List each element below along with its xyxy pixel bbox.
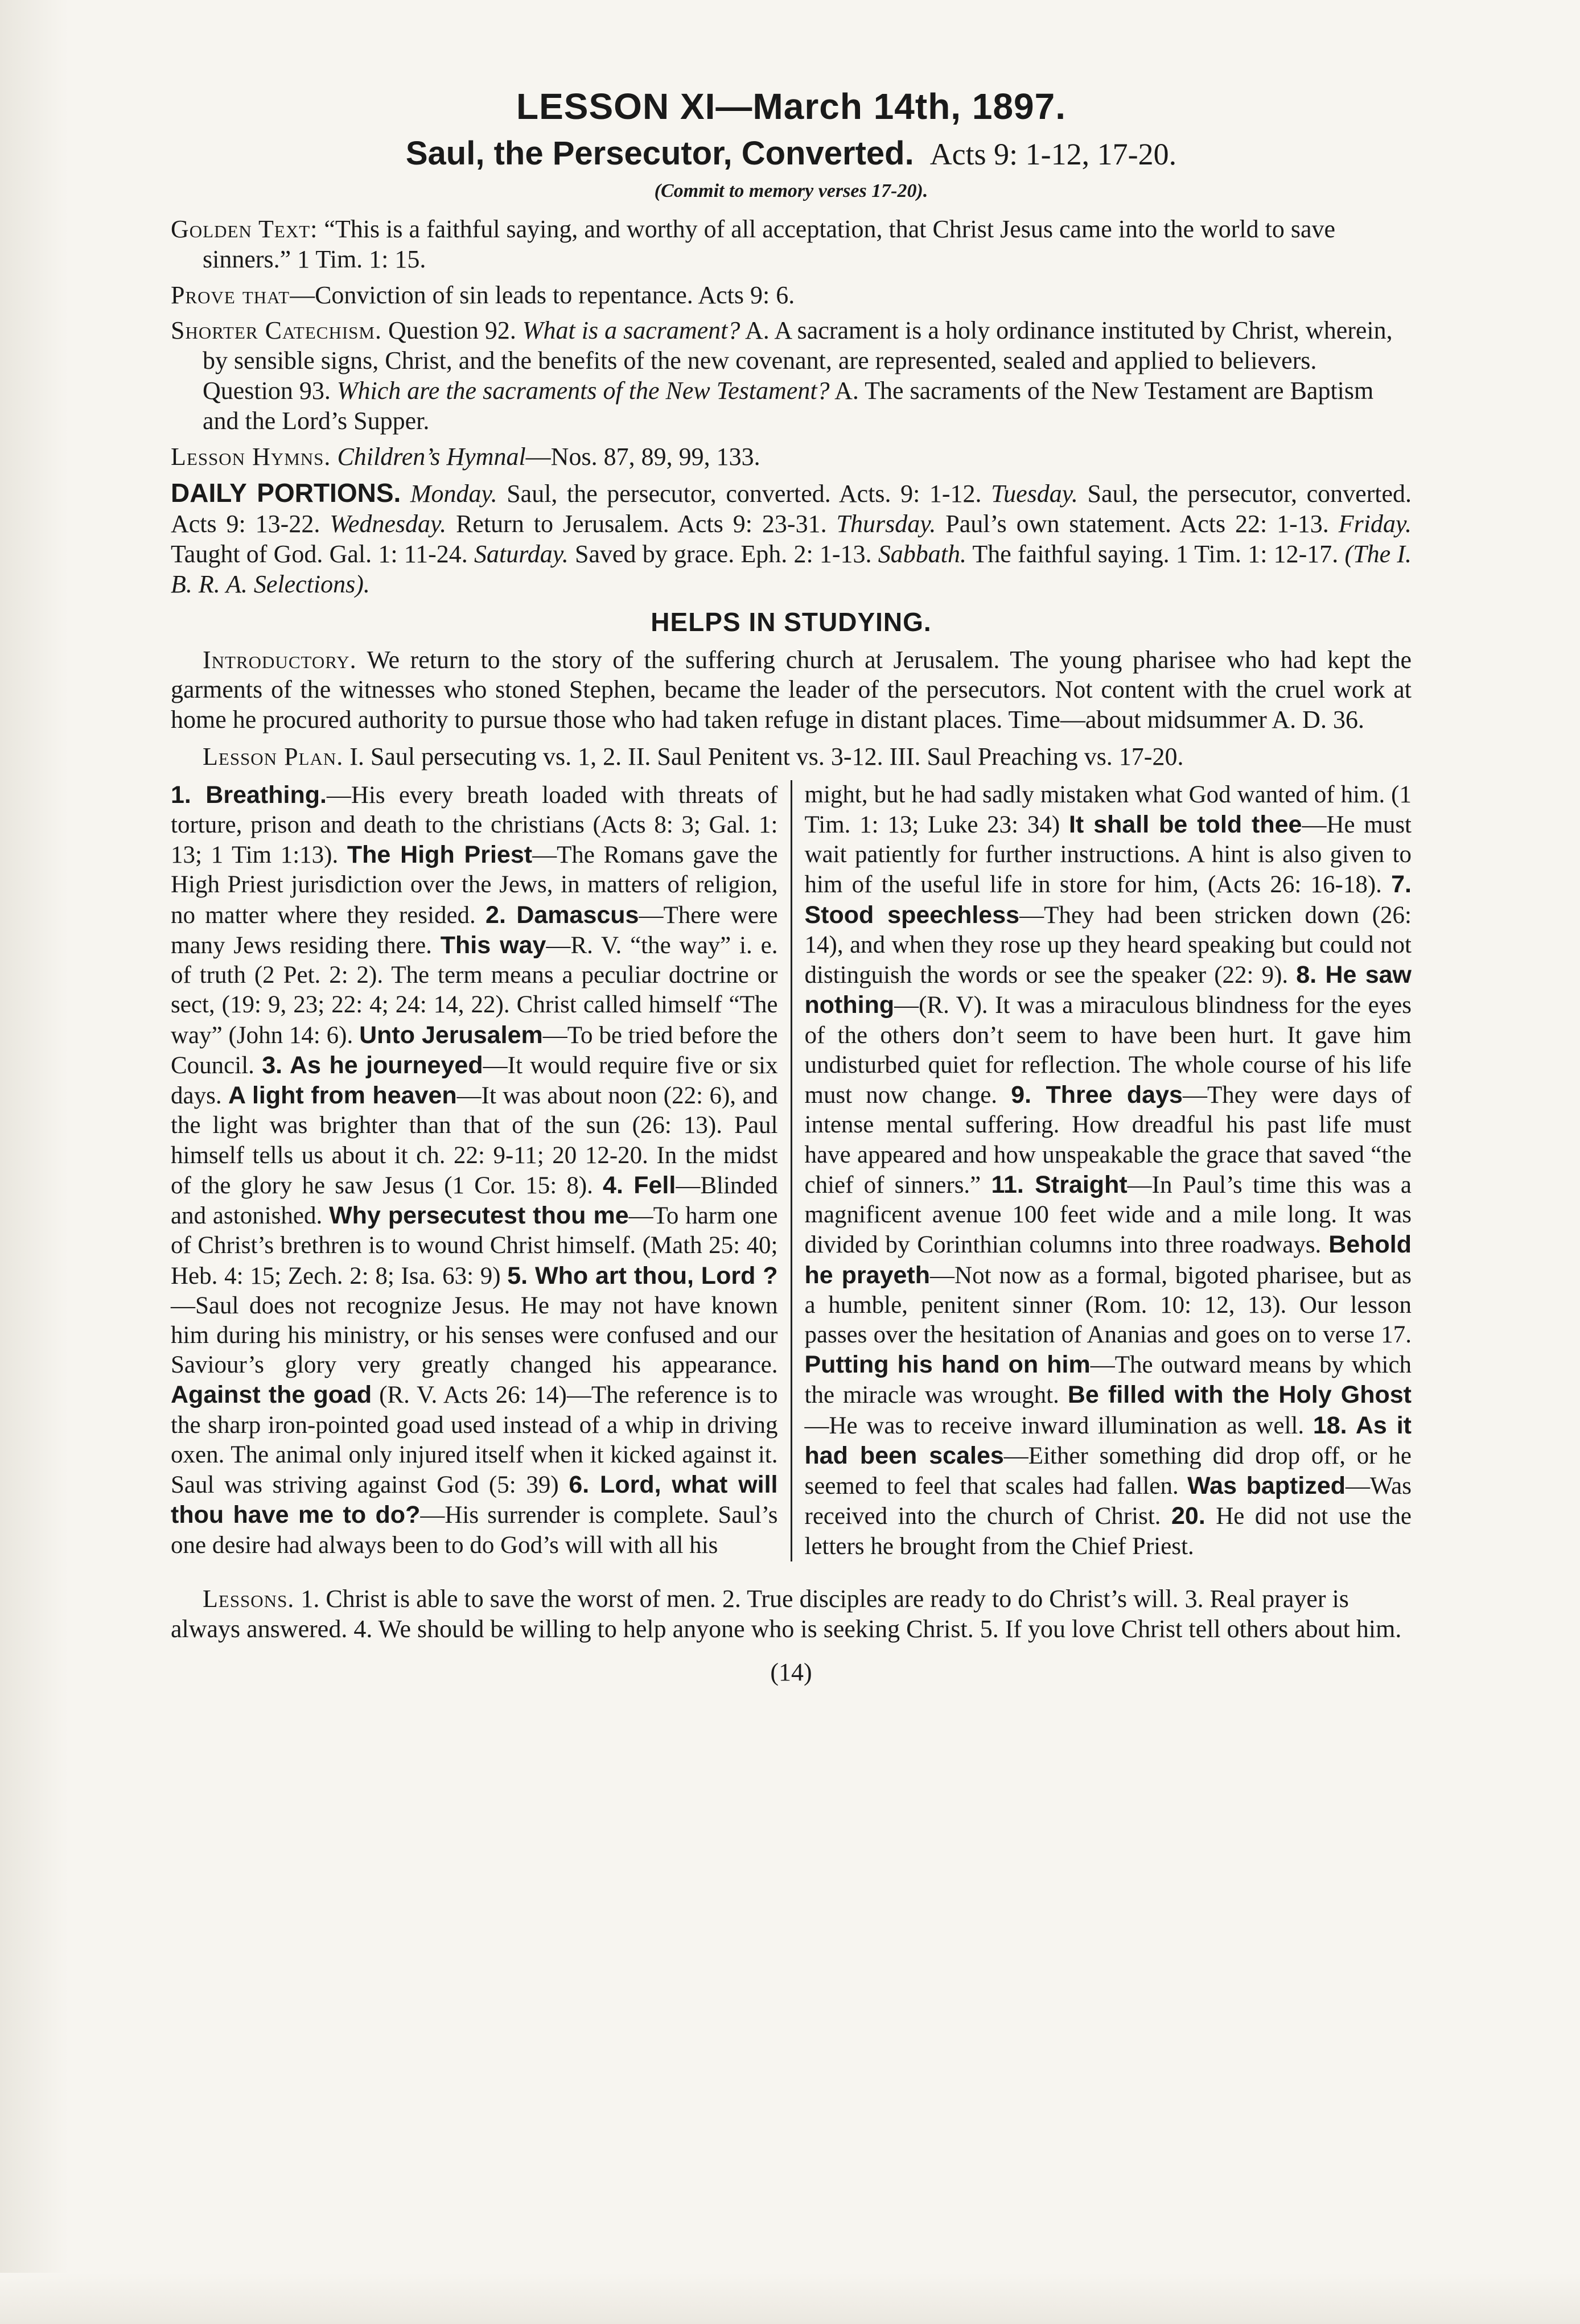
day-thursday: Thursday. (836, 510, 936, 538)
note-text: He did not use the letters he brought from the Chief Priest. (804, 1503, 1412, 1560)
note-text: —The Romans gave the High Priest jurisdiction over the Jews, in matters of religion, no matter where they resided. (171, 842, 778, 929)
note-keyword: 5. Who art thou, Lord ? (507, 1262, 778, 1289)
notes-left-column (171, 780, 792, 1561)
note-keyword: 1. Breathing. (171, 781, 327, 809)
portion-friday: Taught of God. Gal. 1: 11-24. (171, 539, 468, 568)
note-keyword: Against the goad (171, 1381, 372, 1409)
daily-portions (171, 477, 1412, 599)
note-text: —The outward means by which the miracle was wrought. (804, 1351, 1412, 1409)
document-page (171, 74, 1412, 1687)
note-text: might, but he had sadly mistaken what God wanted of him. (1 Tim. 1: 13; Luke 23: 34) (804, 781, 1412, 838)
note-text: —In Paul’s time this was a magnificent avenue 100 feet wide and a mile long. It was divided by Corinthian columns into three roadways. (804, 1171, 1412, 1259)
introductory-label: Introductory. (203, 645, 357, 674)
note-text: —(R. V). It was a miraculous blindness for the eyes of the others don’t seem to have been hurt. It gave him undisturbed quiet for reflection. The whole course of his life must now change. (804, 992, 1412, 1109)
note-keyword: 6. Lord, what will thou have me to do? (171, 1471, 778, 1529)
note-text: —Either something did drop off, or he seemed to feel that scales had fallen. (804, 1442, 1412, 1500)
note-text: (R. V. Acts 26: 14)—The reference is to the sharp iron-pointed goad used instead of a whip in driving oxen. The animal only injured itself when it kicked against it. Saul was striving against God (5: 39) (171, 1382, 778, 1499)
golden-text-label: Golden Text: (171, 215, 318, 243)
note-text: —Was received into the church of Christ. (804, 1473, 1412, 1530)
catechism-text-2: A. A sacrament is a holy ordinance instituted by Christ, wherein, by sensible signs, Christ, and the benefits of the new covenant, are represented, sealed and applied to believers. Question 93. (203, 316, 1393, 405)
note-keyword: 3. As he journeyed (262, 1051, 483, 1079)
note-text: —To be tried before the Council. (171, 1021, 778, 1079)
daily-portions-label: DAILY PORTIONS. (171, 478, 401, 508)
day-friday: Friday. (1338, 510, 1412, 538)
golden-text-body: “This is a faithful saying, and worthy of all acceptation, that Christ Jesus came into the world to save sinners.” 1 Tim. 1: 15. (203, 215, 1336, 273)
day-wednesday: Wednesday. (330, 510, 447, 538)
note-text: —He was to receive inward illumination as well. (804, 1412, 1313, 1439)
note-keyword: A light from heaven (228, 1082, 457, 1110)
note-text: —It was about noon (22: 6), and the light was brighter than that of the sun (26: 13). Paul himself tells us about it ch. 22: 9-11; 20 12-20. In the midst of the glory he saw Jesus (1 Cor. 15: 8). (171, 1082, 778, 1199)
subtitle-row (171, 134, 1412, 172)
note-text: —His surrender is complete. Saul’s one desire had always been to do God’s will with all his (171, 1502, 778, 1559)
note-text: —They had been stricken down (26: 14), and when they rose up they heard speaking but could not distinguish the words or see the speaker (22: 9). (804, 901, 1412, 989)
note-text: —There were many Jews residing there. (171, 901, 778, 959)
note-keyword: 8. He saw nothing (804, 961, 1412, 1019)
catechism-text-1: Question 92. (388, 316, 516, 345)
portion-sabbath: The faithful saying. 1 Tim. 1: 12-17. (972, 539, 1339, 568)
scan-left-edge (0, 0, 68, 2324)
day-saturday: Saturday. (474, 539, 569, 568)
note-keyword: 20. (1171, 1502, 1205, 1530)
portion-wednesday: Return to Jerusalem. Acts 9: 23-31. (456, 510, 827, 538)
note-keyword: 9. Three days (1011, 1081, 1183, 1109)
lesson-plan-body: I. Saul persecuting vs. 1, 2. II. Saul Penitent vs. 3-12. III. Saul Preaching vs. 17-20. (349, 742, 1184, 770)
note-keyword: 11. Straight (991, 1171, 1128, 1198)
lessons-label: Lessons. (203, 1584, 295, 1613)
golden-text (171, 215, 1412, 275)
note-text: —Saul does not recognize Jesus. He may not have known him during his ministry, or his senses were confused and our Saviour’s glory very greatly changed his appearance. (171, 1292, 778, 1379)
portion-saturday: Saved by grace. Eph. 2: 1-13. (575, 539, 872, 568)
catechism-label: Shorter Catechism. (171, 316, 382, 345)
lesson-plan-label: Lesson Plan. (203, 742, 344, 770)
hymns-source: Children’s Hymnal (337, 442, 526, 471)
helps-heading: HELPS IN STUDYING. (651, 607, 932, 637)
note-keyword: Was baptized (1187, 1472, 1346, 1500)
introductory-body: We return to the story of the suffering church at Jerusalem. The young pharisee who had kept the garments of the witnesses who stoned Stephen, became the leader of the persecutors. Not content with the cruel work at home he procured authority to pursue those who had taken refuge in distant places. Time—about midsummer A. D. 36. (171, 645, 1412, 734)
lessons-body: 1. Christ is able to save the worst of men. 2. True disciples are ready to do Christ’s will. 3. Real prayer is always answered. 4. We should be willing to help anyone who is seeking Christ. 5. If you love Christ tell others about him. (171, 1584, 1402, 1643)
note-text: —He must wait patiently for further instructions. A hint is also given to him of the useful life in store for him, (Acts 26: 16-18). (804, 811, 1412, 899)
notes-right-column (792, 780, 1412, 1561)
note-keyword: 18. As it had been scales (804, 1411, 1412, 1469)
lesson-subtitle: Saul, the Persecutor, Converted. (405, 135, 914, 172)
lesson-plan (171, 742, 1412, 772)
portion-tuesday: Saul, the persecutor, converted. Acts 9: 13-22. (171, 480, 1412, 538)
note-keyword: The High Priest (347, 841, 533, 869)
shorter-catechism (171, 316, 1412, 436)
note-keyword: Unto Jerusalem (359, 1021, 543, 1049)
lessons-summary (171, 1584, 1412, 1645)
notes-columns (171, 780, 1412, 1561)
day-tuesday: Tuesday. (991, 480, 1078, 508)
introductory (171, 645, 1412, 735)
note-keyword: 4. Fell (603, 1171, 676, 1199)
note-keyword: 7. Stood speechless (804, 871, 1412, 929)
portion-thursday: Paul’s own statement. Acts 22: 1-13. (945, 510, 1329, 538)
hymns-label: Lesson Hymns. (171, 442, 331, 471)
note-keyword: Why persecutest thou me (329, 1202, 629, 1230)
prove-that-body: —Conviction of sin leads to repentance. Acts 9: 6. (290, 281, 795, 309)
commit-note: (Commit to memory verses 17-20). (654, 180, 928, 201)
page-number: (14) (770, 1658, 812, 1687)
prove-that (171, 281, 1412, 311)
note-text: —R. V. “the way” i. e. of truth (2 Pet. 2: 2). The term means a peculiar doctrine or sect, (19: 9, 23; 22: 4; 24: 14, 22). Christ called himself “The way” (John 14: 6). (171, 932, 778, 1049)
note-text: —His every breath loaded with threats of torture, prison and death to the christians (Acts 8: 3; Gal. 1: 13; 1 Tim 1:13). (171, 781, 778, 869)
note-keyword: This way (440, 931, 546, 959)
portion-monday: Saul, the persecutor, converted. Acts. 9: 1-12. (507, 480, 982, 508)
catechism-text-3: A. The sacraments of the New Testament are Baptism and the Lord’s Supper. (203, 376, 1374, 435)
note-text: —Not now as a formal, bigoted pharisee, but as a humble, penitent sinner (Rom. 10: 12, 13). Our lesson passes over the hesitation of Ananias and goes on to verse 17. (804, 1262, 1412, 1348)
hymns-numbers: —Nos. 87, 89, 99, 133. (525, 442, 760, 471)
note-text: —They were days of intense mental suffering. How dreadful his past life must have appeared and how unspeakable the grace that saved “the chief of sinners.” (804, 1082, 1412, 1198)
note-keyword: 2. Damascus (485, 901, 639, 929)
lesson-title: LESSON XI—March 14th, 1897. (516, 86, 1066, 127)
note-keyword: It shall be told thee (1068, 810, 1302, 838)
day-monday: Monday. (410, 480, 497, 508)
day-sabbath: Sabbath. (878, 539, 966, 568)
note-keyword: Be filled with the Holy Ghost (1067, 1381, 1412, 1409)
prove-that-label: Prove that (171, 281, 290, 309)
catechism-question-92: What is a sacrament? (522, 316, 740, 345)
scripture-reference: Acts 9: 1-12, 17-20. (929, 137, 1177, 171)
lesson-hymns (171, 442, 1412, 472)
catechism-question-93: Which are the sacraments of the New Testament? (336, 376, 830, 405)
note-text: —It would require five or six days. (171, 1052, 778, 1110)
note-text: —Blinded and astonished. (171, 1172, 778, 1230)
note-keyword: Putting his hand on him (804, 1351, 1091, 1379)
ibra-selections: (The I. B. R. A. Selections). (171, 539, 1412, 598)
scan-bottom-edge (0, 2273, 1580, 2324)
note-text: —To harm one of Christ’s brethren is to wound Christ himself. (Math 25: 40; Heb. 4: 15; Zech. 2: 8; Isa. 63: 9) (171, 1202, 778, 1289)
note-keyword: Behold he prayeth (804, 1231, 1412, 1289)
